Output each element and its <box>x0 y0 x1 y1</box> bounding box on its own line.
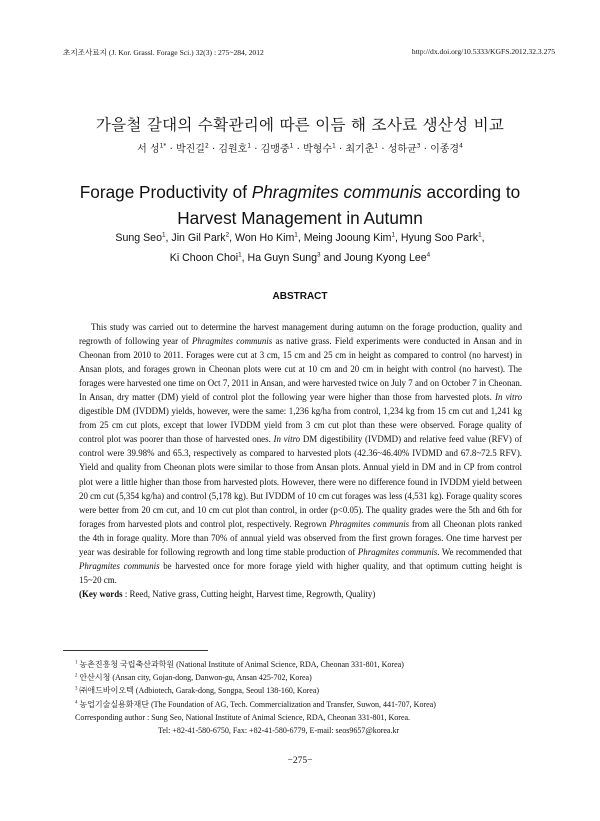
korean-title: 가을철 갈대의 수확관리에 따른 이듬 해 조사료 생산성 비교 <box>95 116 505 134</box>
footnote-2: $^2$ 안산시청 (Ansan city, Gojan-dong, Danwon-gu, Ansan 425-702, Korea) <box>75 673 312 683</box>
english-title-line1: Forage Productivity of Phragmites communis according to <box>79 182 521 202</box>
corresponding-author: Corresponding author : Sung Seo, National Institute of Animal Science, RDA, Cheonan 331-801, Korea. <box>75 712 411 722</box>
journal-citation: 초지조사료지 (J. Kor. Grassl. Forage Sci.) 32(3) : 275~284, 2012 <box>63 48 264 57</box>
footnote-4: $^4$ 농업기술실용화재단 (The Foundation of AG, Tech. Commercialization and Transfer, Suwon, 441-707, Korea) <box>75 699 436 709</box>
korean-authors: 서 성$^{1*}$ · 박진길$^2$ · 김원호$^1$ · 김맹중$^1$ · 박형수$^1$ · 최기춘$^1$ · 성하균$^3$ · 이종경$^4$ <box>137 142 463 155</box>
english-authors: Sung Seo$^1$, Jin Gil Park$^2$, Won Ho Kim$^1$, Meing Jooung Kim$^1$, Hyung Soo Park$^1$, Ki Choon Choi$^1$, Ha Guyn Sung$^3$ and Joung Kyong Lee$^4$ <box>115 231 485 264</box>
footnote-divider <box>63 650 208 651</box>
footnote-1: $^1$ 농촌진흥청 국립축산과학원 (National Institute of Animal Science, RDA, Cheonan 331-801, Korea) <box>75 660 404 669</box>
english-title-line2: Harvest Management in Autumn <box>177 208 423 228</box>
abstract-heading: ABSTRACT <box>272 291 328 302</box>
doi-link[interactable]: http://dx.doi.org/10.5333/KGFS.2012.32.3.275 <box>411 47 555 56</box>
contact-info: Tel: +82-41-580-6750, Fax: +82-41-580-6779, E-mail: seos9657@korea.kr <box>158 726 400 736</box>
english-title <box>0 179 600 231</box>
footnotes <box>75 658 545 737</box>
abstract-body: This study was carried out to determine the harvest management during autumn on the forage production, quality and regrowth of following year of Phragmites communis as native grass. Field experiments were conducted in Ansan and in Cheonan from 2010 to 2011. Forages were cut at 3 cm, 15 cm and 25 cm in height as compared to control (no harvest) in Ansan plots, and forages grown in Cheonan plots were cut at 10 cm and 20 cm in height with control (no harvest). The forages were harvested one time on Oct 7, 2011 in Ansan, and were harvested twice on July 7 and on October 7 in Cheonan. In Ansan, dry matter (DM) yield of control plot the following year were higher than those from harvested plots. In vitro digestible DM (IVDDM) yields, however, were the same: 1,236 kg/ha from control, 1,234 kg from 15 cm cut and 1,241 kg from 25 cm cut plots, except that lower IVDDM yield from 3 cm cut plot than these were observed. Forage quality of control plot was poorer than those of harvested ones. In vitro DM digestibility (IVDMD) and relative feed value (RFV) of control were 39.98% and 65.3, respectively as compared to harvested plots (42.36~46.40% IVDMD and 67.8~72.5 RFV). Yield and quality from Cheonan plots were similar to those from Ansan plots. Annual yield in DM and in CP from control plot were a little higher than those from harvested plots. However, there were no difference found in IVDDM yield between 20 cm cut (5,354 kg/ha) and control (5,178 kg). But IVDDM of 10 cm cut forages was less (4,531 kg). Forage quality scores were better from 20 cm cut, and 10 cm cut plot than control, in order (p<0.05). The quality grades were the 5th and 6th for forages from harvested plots and control plot, respectively. Regrown Phragmites communis from all Cheonan plots ranked the 4th in forage quality. More than 70% of annual yield was observed from the first grown forages. One time harvest per year was desirable for following regrowth and long time stable production of Phragmites communis. We recommended that Phragmites communis be harvested once for more forage yield with higher quality, and that optimum cutting height is 15~20 cm. <box>79 322 523 585</box>
abstract <box>79 320 522 601</box>
page-number: −275− <box>287 756 313 766</box>
running-head <box>63 47 555 58</box>
keywords: (Key words : Reed, Native grass, Cutting height, Harvest time, Regrowth, Quality) <box>79 588 376 599</box>
footnote-3: $^3$ ㈜애드바이오텍 (Adbiotech, Garak-dong, Songpa, Seoul 138-160, Korea) <box>75 686 320 696</box>
